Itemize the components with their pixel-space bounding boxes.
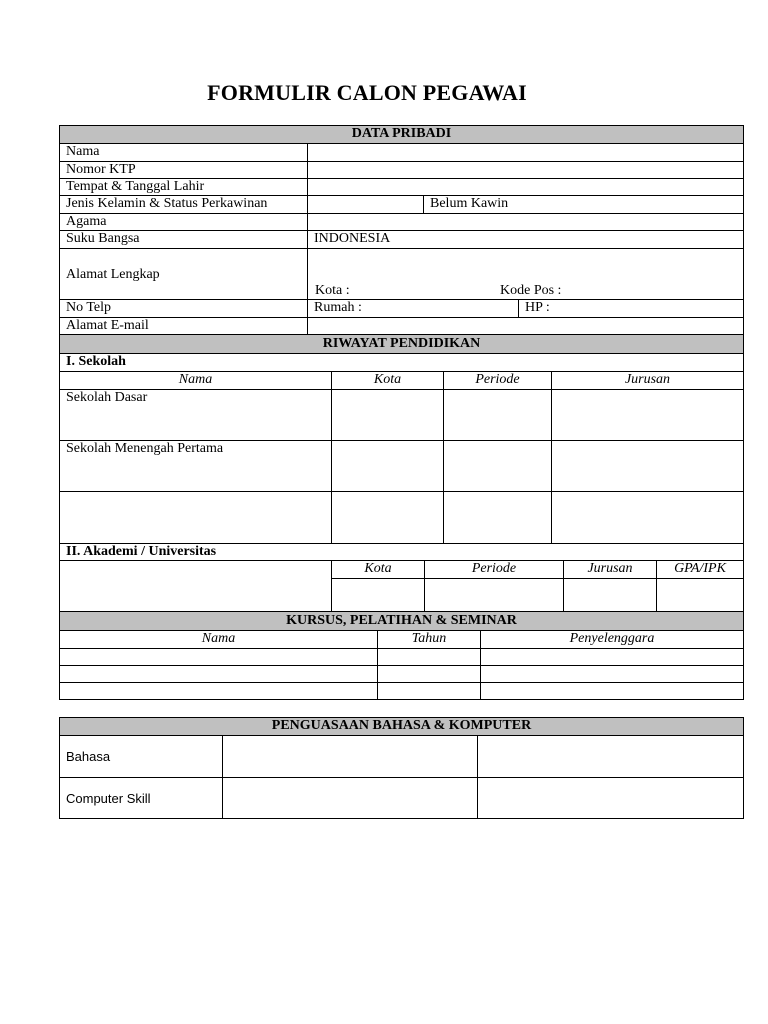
kursus-header-text: KURSUS, PELATIHAN & SEMINAR xyxy=(286,613,517,628)
univ-jurusan-col xyxy=(563,561,656,611)
label-smp: Sekolah Menengah Pertama xyxy=(66,441,224,456)
row-suku xyxy=(60,230,743,248)
field-kursus-3-nama[interactable] xyxy=(60,683,377,699)
field-alamat[interactable] xyxy=(307,249,743,299)
col-nama: Nama xyxy=(178,372,213,387)
field-sd-jurusan[interactable] xyxy=(551,390,743,440)
field-smp-periode[interactable] xyxy=(443,441,551,491)
field-univ-nama[interactable] xyxy=(60,561,331,611)
row-sma xyxy=(60,491,743,543)
row-univ-label xyxy=(60,543,743,560)
label-bahasa: Bahasa xyxy=(66,749,111,764)
field-kursus-2-penyelenggara[interactable] xyxy=(480,666,743,682)
col-kota: Kota xyxy=(331,372,443,389)
row-bahasa xyxy=(60,735,743,777)
row-jenis-kelamin xyxy=(60,195,743,213)
kursus-header xyxy=(60,611,743,630)
univ-gpa-col xyxy=(656,561,743,611)
field-suku-bangsa[interactable]: INDONESIA xyxy=(307,231,743,248)
row-sekolah-dasar xyxy=(60,389,743,440)
bahasa-komputer-table xyxy=(59,717,744,819)
field-sma-nama[interactable] xyxy=(60,492,331,543)
field-jenis-kelamin[interactable] xyxy=(307,196,423,213)
row-email xyxy=(60,317,743,334)
label-nomor-ktp: Nomor KTP xyxy=(66,162,136,177)
row-smp xyxy=(60,440,743,491)
pendidikan-header xyxy=(60,334,743,353)
label-no-telp: No Telp xyxy=(66,300,112,315)
field-nama[interactable] xyxy=(307,144,743,161)
row-sekolah-columns xyxy=(60,371,743,389)
row-telp xyxy=(60,299,743,317)
univ-periode-col xyxy=(424,561,563,611)
form-title: FORMULIR CALON PEGAWAI xyxy=(207,80,527,105)
field-smp-kota[interactable] xyxy=(331,441,443,491)
label-kode-pos: Kode Pos : xyxy=(500,283,562,298)
data-pribadi-header xyxy=(60,126,743,143)
pendidikan-header-text: RIWAYAT PENDIDIKAN xyxy=(322,336,481,351)
label-alamat: Alamat Lengkap xyxy=(66,267,160,282)
field-kursus-3-penyelenggara[interactable] xyxy=(480,683,743,699)
field-status-perkawinan[interactable]: Belum Kawin xyxy=(423,196,743,213)
label-kota: Kota : xyxy=(315,283,350,298)
col-kursus-tahun: Tahun xyxy=(377,631,480,648)
label-sekolah-dasar: Sekolah Dasar xyxy=(66,390,148,405)
field-computer-2[interactable] xyxy=(477,778,743,818)
field-kursus-1-penyelenggara[interactable] xyxy=(480,649,743,665)
col-jurusan: Jurusan xyxy=(551,372,743,389)
field-email[interactable] xyxy=(307,318,743,334)
field-kursus-3-tahun[interactable] xyxy=(377,683,480,699)
field-nomor-ktp[interactable] xyxy=(307,162,743,178)
field-sd-periode[interactable] xyxy=(443,390,551,440)
field-sma-kota[interactable] xyxy=(331,492,443,543)
row-nama xyxy=(60,143,743,161)
univ-kota-col xyxy=(331,561,424,611)
col-kursus-penyelenggara: Penyelenggara xyxy=(480,631,743,648)
label-jenis-kelamin: Jenis Kelamin & Status Perkawinan xyxy=(66,196,268,211)
col-kursus-nama: Nama xyxy=(201,631,236,646)
row-alamat xyxy=(60,248,743,299)
col-univ-gpa: GPA/IPK xyxy=(657,561,743,579)
field-kursus-1-tahun[interactable] xyxy=(377,649,480,665)
row-kursus-3 xyxy=(60,682,743,699)
field-bahasa-2[interactable] xyxy=(477,736,743,777)
row-kursus-1 xyxy=(60,648,743,665)
field-hp[interactable]: HP : xyxy=(518,300,743,317)
label-ttl: Tempat & Tanggal Lahir xyxy=(66,179,205,194)
field-kursus-1-nama[interactable] xyxy=(60,649,377,665)
label-computer-skill: Computer Skill xyxy=(66,791,151,806)
col-univ-kota: Kota xyxy=(332,561,424,579)
field-ttl[interactable] xyxy=(307,179,743,195)
data-pribadi-header-text: DATA PRIBADI xyxy=(351,126,452,141)
label-email: Alamat E-mail xyxy=(66,318,149,333)
bahasa-header xyxy=(60,718,743,735)
col-periode: Periode xyxy=(443,372,551,389)
main-form-table xyxy=(59,125,744,700)
univ-label: II. Akademi / Universitas xyxy=(66,544,217,559)
field-smp-jurusan[interactable] xyxy=(551,441,743,491)
row-computer xyxy=(60,777,743,818)
label-agama: Agama xyxy=(66,214,107,229)
row-agama xyxy=(60,213,743,230)
univ-block xyxy=(60,560,743,611)
bahasa-header-text: PENGUASAAN BAHASA & KOMPUTER xyxy=(271,718,532,733)
row-ktp xyxy=(60,161,743,178)
row-sekolah-label xyxy=(60,353,743,371)
label-nama: Nama xyxy=(66,144,100,159)
row-kursus-2 xyxy=(60,665,743,682)
col-univ-jurusan: Jurusan xyxy=(564,561,656,579)
field-sd-kota[interactable] xyxy=(331,390,443,440)
field-agama[interactable] xyxy=(307,214,743,230)
field-computer-1[interactable] xyxy=(222,778,477,818)
field-bahasa-1[interactable] xyxy=(222,736,477,777)
row-kursus-columns xyxy=(60,630,743,648)
field-kursus-2-tahun[interactable] xyxy=(377,666,480,682)
field-sma-periode[interactable] xyxy=(443,492,551,543)
col-univ-periode: Periode xyxy=(425,561,563,579)
field-kursus-2-nama[interactable] xyxy=(60,666,377,682)
sekolah-label: I. Sekolah xyxy=(66,354,126,369)
field-rumah[interactable]: Rumah : xyxy=(307,300,518,317)
field-sma-jurusan[interactable] xyxy=(551,492,743,543)
label-suku-bangsa: Suku Bangsa xyxy=(66,231,140,246)
row-ttl xyxy=(60,178,743,195)
